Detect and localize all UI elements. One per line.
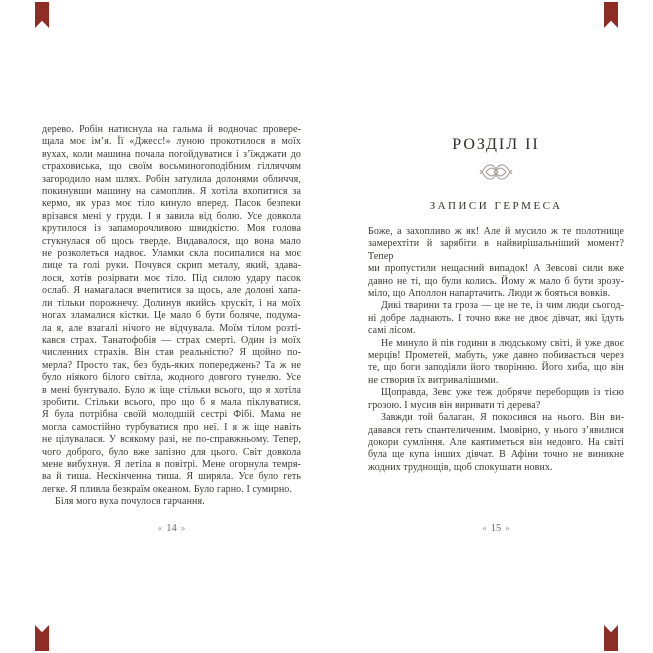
text-line: покинувши машину на самоплив. Я хотіла вхопитися за [42, 186, 301, 198]
page-number-value: 15 [490, 523, 502, 534]
right-page-text [368, 226, 624, 474]
text-line: кався страх. Танатофобія — страх смерті. Один із моїх [42, 334, 301, 346]
page-number-open-decor: « [157, 523, 163, 533]
text-line: могла самостійно турбуватися про неї. І я ж іще навіть [42, 421, 301, 433]
text-line: давався геть спантеличеним. Імовірно, у нього з’явилися [368, 424, 624, 436]
chapter-title: РОЗДІЛ II [452, 136, 540, 153]
text-line: Я була потрібна своїй молодшій сестрі Фібі. Мама не [42, 409, 301, 421]
text-line: грозою. І мусив він виривати ті дерева? [368, 399, 541, 411]
text-line: численних страхів. Він став реальністю? Я щойно по- [42, 347, 301, 359]
text-line: ва й тиша. Нескінченна тиша. Я ширяла. Усе було геть [42, 471, 301, 483]
text-line: Не минуло й пів години в людському світі, й уже двоє [381, 337, 624, 349]
text-line: замерехтіти й зарябіти в найвирішальніший момент? Тепер [368, 238, 624, 262]
text-line: не цілувалася. У всякому разі, не по-справжньому. Тепер, [42, 434, 301, 446]
text-line: лося, хотів розірвати моє тіло. Під силою удару пасок [42, 272, 301, 284]
text-line: чого доброго, було вже запізно для цього. Світ довкола [42, 446, 301, 458]
text-line: те, що боги заподіяли його творінню. Його хиба, що він [368, 362, 624, 374]
corner-ribbon-icon [604, 2, 618, 28]
text-line: вухах, коли машина почала погойдуватися і з’їжджати до [42, 148, 301, 160]
text-line: ногах зламалися кістки. Це мало б бути боляче, подума- [42, 310, 301, 322]
text-line: Завжди той балаган. Я покосився на нього. Він ви- [381, 412, 624, 424]
text-line: давно не ті, що були колись. Йому ж мало б бути зрозу- [368, 275, 624, 287]
text-line: Щоправда, Зевс уже теж добряче переборщив із тією [381, 387, 624, 399]
left-page-text [42, 124, 301, 509]
page-number-close-decor: » [180, 523, 186, 533]
text-line: дерево. Робін натиснула на гальма й водночас провере- [42, 124, 301, 135]
text-line: жодних труднощів, щоб спокушати нових. [368, 461, 553, 473]
text-line: ні добре ладнають. І точно вже не двоє дівчат, які їдуть [368, 312, 624, 324]
text-line: легке. Я пливла безкраїм океаном. Було гарно. І сумирно. [42, 483, 292, 495]
text-line: ли тільки порожнечу. Долинув якийсь хрускіт, і на моїх [42, 297, 301, 309]
text-line: крутилося із запаморочливою швидкістю. Моя голова [42, 223, 301, 235]
text-line: міло, що Аполлон напартачить. Люди ж бояться вовків. [368, 288, 611, 300]
text-line: врізався мені у груди. І я завила від болю. Усе довкола [42, 210, 301, 222]
text-line: не розколеться надвоє. Уламки скла посипалися на моє [42, 248, 301, 260]
text-line: мерла? Просто так, без будь-яких попереджень? Та ж не [42, 359, 301, 371]
page-number-open-decor: « [482, 523, 487, 533]
text-line: ослаб. Я намагалася вчепитися за щось, але долоні хапа- [42, 285, 301, 297]
text-line: кермо, як ураз моє тіло кинуло вперед. Пасок безпеки [42, 198, 301, 210]
text-line: ми пропустили нещасний випадок! А Зевсові сили вже [368, 263, 624, 275]
text-line: була ще купа інших дівчат. В Афіни точно не виникне [368, 449, 624, 461]
text-line: в мені бунтувало. Було ж іще стільки всього, що я хотіла [42, 384, 301, 396]
text-line: не створив їх витривалішими. [368, 374, 499, 386]
corner-ribbon-icon [604, 625, 618, 651]
corner-ribbon-icon [35, 625, 49, 651]
page-number-left [42, 523, 301, 534]
text-line: було ніякого білого світла, жодного довгого тунелю. Усе [42, 372, 301, 384]
text-line: стукнулася об щось тверде. Видавалося, що вона мало [42, 235, 301, 247]
text-line: Біля мого вуха почулося гарчання. [55, 496, 205, 508]
text-line: докори сумління. Але каятиметься він недовго. На світі [368, 436, 624, 448]
text-line: Боже, а захопливо ж як! Але й мусило ж те полотнище [368, 226, 624, 237]
page-number-close-decor: » [505, 523, 510, 533]
corner-ribbon-icon [35, 2, 49, 28]
filigree-knot-icon [368, 161, 624, 188]
text-line: мерців! Прометей, мабуть, уже давно побивається через [368, 350, 624, 362]
text-line: щала моє ім’я. Її «Джесс!» луною прокотилося в моїх [42, 136, 301, 148]
text-line: самі лісом. [368, 325, 416, 337]
text-line: Дикі тварини та гроза — це не те, із чим люди сьогод- [381, 300, 624, 312]
text-line: лице та голі руки. Почувся скрип металу, який, здава- [42, 260, 301, 272]
text-line: мене вибухнув. Я летіла в повітрі. Мене огорнула темря- [42, 458, 301, 470]
text-line: зробити. Стільки всього, про що б я мала піклуватися. [42, 396, 301, 408]
page-number-right [368, 523, 624, 534]
text-line: ла я, але взагалі нічого не відчувала. Моїм тілом розті- [42, 322, 301, 334]
text-line: страховиська, що своїм восьминогоподібним гілляччям [42, 161, 301, 173]
text-line: загородило нам шлях. Робін затулила долонями обличчя, [42, 173, 301, 185]
page-number-value: 14 [166, 523, 177, 534]
section-title: ЗАПИСИ ГЕРМЕСА [429, 200, 563, 212]
